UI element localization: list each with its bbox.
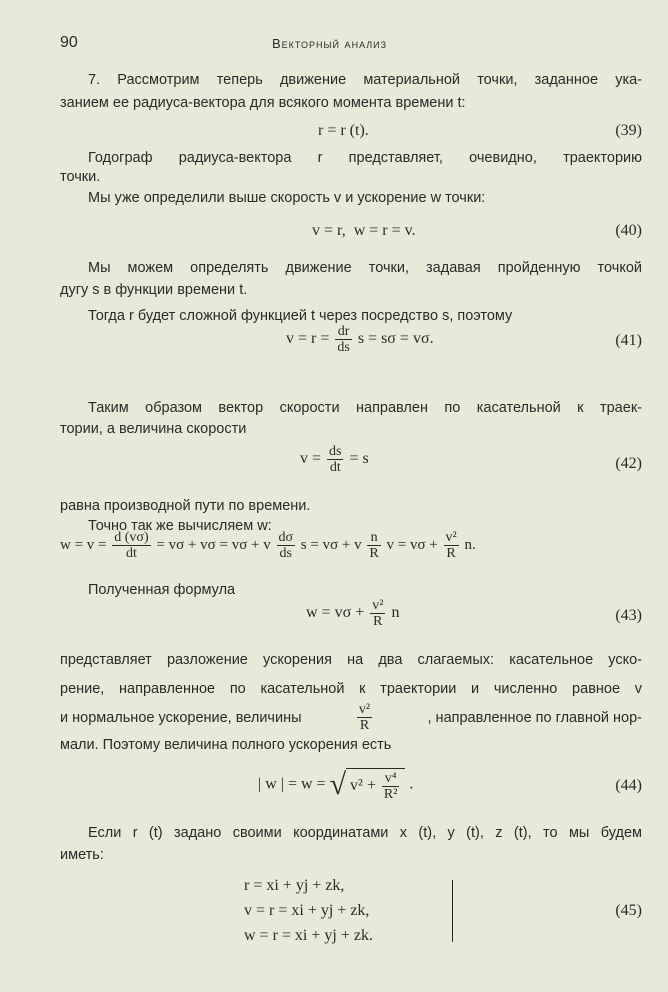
- numerator: v²: [445, 530, 457, 545]
- numerator: ds: [329, 444, 342, 459]
- eq-part: = vσ + vσ = vσ + v: [156, 536, 271, 553]
- paragraph-line: равна производной пути по времени.: [60, 498, 311, 514]
- equation-42: [300, 444, 369, 475]
- paragraph-line: Полученная формула: [88, 582, 236, 598]
- paragraph-line: иметь:: [60, 847, 104, 863]
- denominator: ds: [279, 546, 292, 561]
- equation-45-row: w = r = xi + yj + zk.: [244, 927, 373, 944]
- equation-number: (39): [615, 122, 642, 139]
- paragraph-line: Таким образом вектор скорости направлен по касательной к траек-: [88, 400, 642, 416]
- numerator: dr: [335, 324, 351, 340]
- sqrt-icon: √: [329, 768, 347, 801]
- denominator: dt: [329, 460, 341, 475]
- equation-40: [312, 222, 416, 240]
- denominator: R: [373, 614, 383, 629]
- eq-part: = s: [349, 450, 369, 468]
- paragraph-line: Годограф радиуса-вектора r представляет, очевидно, траекторию: [88, 150, 642, 166]
- eq-part: w = v =: [60, 536, 107, 553]
- paragraph-line: тории, а величина скорости: [60, 421, 247, 437]
- paragraph-line: Если r (t) задано своими координатами x (t), y (t), z (t), то мы будем: [88, 825, 642, 841]
- equation-number: (40): [615, 222, 642, 239]
- paragraph-line: Мы можем определять движение точки, задавая пройденную точкой: [88, 260, 642, 276]
- equation-45-row: r = xi + yj + zk,: [244, 877, 345, 894]
- denominator: dt: [126, 546, 137, 561]
- paragraph-line: точки.: [60, 169, 101, 185]
- paragraph-line: мали. Поэтому величина полного ускорения есть: [60, 737, 392, 753]
- eq-part: s = vσ + v: [300, 536, 362, 553]
- numerator: v²: [372, 598, 384, 613]
- equation-number: (44): [615, 777, 642, 794]
- equation-43: [306, 598, 399, 629]
- eq-part: n.: [464, 536, 476, 553]
- fraction: [444, 530, 459, 561]
- fraction: [327, 444, 343, 475]
- equation-45-row: v = r = xi + yj + zk,: [244, 902, 370, 919]
- equation-w: [60, 530, 476, 561]
- paragraph-line: [60, 702, 642, 733]
- radicand: [346, 768, 405, 802]
- fraction: [367, 530, 380, 561]
- equation-number: (43): [615, 607, 642, 624]
- denominator: R: [369, 546, 379, 561]
- eq-part: v = r,: [312, 222, 346, 239]
- fraction: [335, 324, 351, 355]
- fraction: [112, 530, 150, 561]
- equation-number: (42): [615, 455, 642, 472]
- fraction: [277, 530, 296, 561]
- numerator: v⁴: [382, 771, 400, 787]
- fraction: [357, 702, 372, 733]
- eq-part: .: [409, 775, 414, 793]
- eq-part: s = sσ = vσ.: [357, 330, 434, 348]
- eq-part: | w | = w =: [258, 775, 326, 793]
- denominator: R²: [383, 787, 398, 802]
- eq-part: w = r = v.: [353, 222, 416, 239]
- numerator: n: [367, 530, 380, 546]
- numerator: v²: [358, 702, 371, 717]
- eq-part: v² +: [350, 777, 376, 795]
- equation-number: (45): [615, 902, 642, 919]
- fraction: [382, 771, 400, 802]
- numerator: dσ: [278, 530, 294, 545]
- equation-44: [258, 768, 413, 802]
- page-number: 90: [60, 34, 78, 51]
- equation-number: (41): [615, 332, 642, 349]
- eq-part: n: [391, 604, 400, 622]
- paragraph-line: дугу s в функции времени t.: [60, 282, 248, 298]
- equation-41: [286, 324, 434, 355]
- paragraph-line: Мы уже определили выше скорость v и ускорение w точки:: [88, 190, 486, 206]
- paragraph-line: Точно так же вычисляем w:: [88, 518, 272, 534]
- running-title: Векторный анализ: [272, 36, 388, 51]
- denominator: R: [446, 546, 456, 561]
- eq-part: v =: [300, 450, 322, 468]
- text: , направленное по главной нор-: [427, 709, 642, 726]
- eq-part: w = vσ +: [306, 604, 365, 622]
- fraction: [370, 598, 385, 629]
- text: и нормальное ускорение, величины: [60, 709, 302, 726]
- paragraph-line: 7. Рассмотрим теперь движение материальной точки, заданное ука-: [88, 72, 642, 88]
- brace: [452, 880, 455, 942]
- paragraph-line: занием ее радиуса-вектора для всякого момента времени t:: [60, 95, 466, 111]
- paragraph-line: рение, направленное по касательной к траектории и численно равное v: [60, 681, 642, 697]
- denominator: R: [359, 718, 370, 733]
- eq-part: v = r =: [286, 330, 330, 348]
- eq-part: v = vσ +: [386, 536, 438, 553]
- paragraph-line: Тогда r будет сложной функцией t через посредство s, поэтому: [88, 308, 513, 324]
- denominator: ds: [337, 340, 350, 355]
- paragraph-line: представляет разложение ускорения на два слагаемых: касательное уско-: [60, 652, 642, 668]
- numerator: d (vσ): [114, 530, 149, 545]
- equation-39: r = r (t).: [318, 122, 369, 139]
